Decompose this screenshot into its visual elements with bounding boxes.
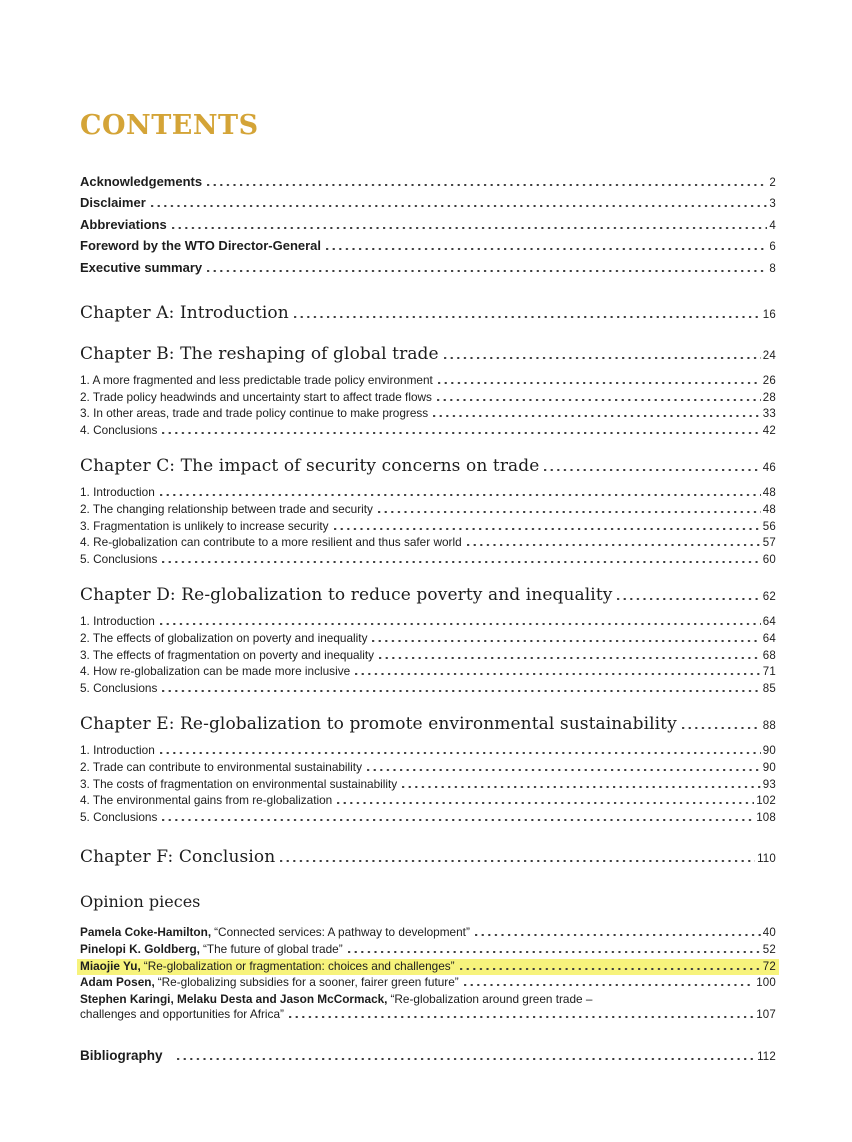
toc-entry-label: 2. Trade policy headwinds and uncertainty start to affect trade flows xyxy=(80,389,432,404)
toc-entry[interactable] xyxy=(80,172,776,193)
chapter-block xyxy=(80,455,776,568)
toc-entry-page: 57 xyxy=(762,537,776,550)
opinion-author: Miaojie Yu, xyxy=(80,958,141,973)
dot-leader xyxy=(467,544,761,546)
toc-entry-label: 3. In other areas, trade and trade policy continue to make progress xyxy=(80,406,429,421)
toc-entry[interactable] xyxy=(80,681,776,698)
toc-entry-page: 56 xyxy=(762,520,776,533)
chapter-heading[interactable] xyxy=(80,302,776,327)
dot-leader xyxy=(433,415,761,417)
opinion-entry[interactable] xyxy=(80,1007,776,1024)
opinion-page: 40 xyxy=(762,927,776,940)
toc-entry[interactable] xyxy=(80,793,776,810)
toc-entry-label: 3. Fragmentation is unlikely to increase security xyxy=(80,518,329,533)
toc-entry[interactable] xyxy=(80,614,776,631)
chapter-heading[interactable] xyxy=(80,846,776,871)
opinion-author: Stephen Karingi, Melaku Desta and Jason McCormack, xyxy=(80,991,388,1006)
chapter-title: Chapter E: Re-globalization to promote environmental sustainability xyxy=(80,714,677,735)
toc-entry-label: 3. The costs of fragmentation on environmental sustainability xyxy=(80,776,398,791)
toc-entry-label: 4. Conclusions xyxy=(80,422,158,437)
toc-entry-label: 2. The effects of globalization on poverty and inequality xyxy=(80,630,368,645)
opinion-title: “The future of global trade” xyxy=(202,941,343,956)
toc-entry-page: 6 xyxy=(769,241,776,254)
dot-leader xyxy=(355,673,761,675)
opinion-page: 72 xyxy=(762,960,776,973)
dot-leader xyxy=(337,802,754,804)
chapter-heading[interactable] xyxy=(80,713,776,738)
chapter-page: 110 xyxy=(757,853,776,866)
opinion-entry[interactable] xyxy=(80,925,776,942)
toc-entry-label: 5. Conclusions xyxy=(80,551,158,566)
dot-leader xyxy=(162,819,754,821)
chapter-title: Chapter D: Re-globalization to reduce poverty and inequality xyxy=(80,585,613,606)
dot-leader xyxy=(367,769,761,771)
dot-leader xyxy=(348,951,761,953)
toc-entry[interactable] xyxy=(80,810,776,827)
dot-leader xyxy=(207,270,767,272)
opinion-author: Adam Posen, xyxy=(80,975,155,990)
dot-leader xyxy=(402,786,761,788)
toc-entry-label: 4. The environmental gains from re-globalization xyxy=(80,793,333,808)
opinion-title: “Connected services: A pathway to development” xyxy=(214,925,470,940)
toc-entry-label: Acknowledgements xyxy=(80,174,203,189)
toc-entry-page: 102 xyxy=(756,795,776,808)
toc-entry-label: 2. The changing relationship between trade and security xyxy=(80,502,373,516)
dot-leader xyxy=(162,561,760,563)
chapter-block xyxy=(80,584,776,697)
toc-entry-page: 4 xyxy=(769,219,776,232)
toc-entry-page: 33 xyxy=(762,408,776,421)
toc-entry[interactable] xyxy=(80,631,776,648)
chapter-block xyxy=(80,846,776,871)
opinion-page: 107 xyxy=(756,1009,776,1022)
dot-leader xyxy=(160,623,761,625)
toc-entry-page: 112 xyxy=(757,1050,776,1063)
opinion-title: challenges and opportunities for Africa” xyxy=(80,1007,284,1022)
chapter-page: 46 xyxy=(762,462,776,475)
toc-entry-label: 1. Introduction xyxy=(80,485,155,500)
dot-leader xyxy=(438,382,761,384)
dot-leader xyxy=(475,934,761,936)
chapter-sections xyxy=(80,743,776,826)
dot-leader xyxy=(207,184,767,186)
opinion-page: 100 xyxy=(756,977,776,990)
dot-leader xyxy=(460,968,761,970)
toc-entry[interactable] xyxy=(80,648,776,665)
toc-entry-page: 90 xyxy=(762,745,776,758)
toc-entry-page: 90 xyxy=(762,761,776,774)
toc-entry-page: 108 xyxy=(756,811,776,824)
chapter-page: 62 xyxy=(762,591,776,604)
opinion-pieces-list xyxy=(80,925,776,1024)
toc-entry[interactable] xyxy=(80,193,776,214)
toc-entry[interactable] xyxy=(80,485,776,502)
toc-entry[interactable] xyxy=(80,423,776,440)
dot-leader xyxy=(334,528,761,530)
chapter-sections xyxy=(80,373,776,439)
chapter-block xyxy=(80,302,776,327)
opinion-title: “Re-globalization or fragmentation: choices and challenges” xyxy=(143,958,455,973)
toc-entry-page: 71 xyxy=(762,666,776,679)
chapter-title: Chapter F: Conclusion xyxy=(80,847,276,868)
toc-entry[interactable] xyxy=(80,236,776,257)
opinion-author: Pamela Coke-Hamilton, xyxy=(80,925,212,940)
toc-entry-label: Foreword by the WTO Director-General xyxy=(80,238,322,254)
chapter-title: Chapter B: The reshaping of global trade xyxy=(80,344,439,365)
toc-entry-page: 64 xyxy=(762,632,776,645)
toc-entry-bibliography[interactable] xyxy=(80,1046,776,1067)
toc-entry[interactable] xyxy=(80,552,776,569)
opinion-pieces-heading: Opinion pieces xyxy=(80,892,201,912)
dot-leader xyxy=(160,494,761,496)
dot-leader xyxy=(289,1016,754,1018)
toc-entry[interactable] xyxy=(80,664,776,681)
opinion-entry-highlighted[interactable] xyxy=(77,959,779,976)
opinion-title: “Re-globalization around green trade – xyxy=(390,991,593,1006)
dot-leader xyxy=(151,205,768,207)
opinion-title: “Re-globalizing subsidies for a sooner, fairer green future” xyxy=(157,975,459,990)
page-title: CONTENTS xyxy=(80,110,259,141)
chapter-page: 16 xyxy=(762,309,776,322)
dot-leader xyxy=(682,727,761,729)
dot-leader xyxy=(162,432,760,434)
toc-entry[interactable] xyxy=(80,502,776,519)
dot-leader xyxy=(378,511,761,513)
toc-entry[interactable] xyxy=(80,373,776,390)
toc-entry-label: Disclaimer xyxy=(80,195,146,211)
opinion-entry[interactable] xyxy=(80,942,776,959)
opinion-entry[interactable] xyxy=(80,992,776,1008)
toc-entry-label: 4. Re-globalization can contribute to a more resilient and thus safer world xyxy=(80,535,462,550)
dot-leader xyxy=(372,640,760,642)
toc-entry-label: 1. Introduction xyxy=(80,614,155,629)
toc-entry-page: 26 xyxy=(762,375,776,388)
toc-entry-page: 60 xyxy=(762,553,776,566)
chapter-title: Chapter A: Introduction xyxy=(80,303,289,324)
chapter-sections xyxy=(80,485,776,568)
chapter-page: 88 xyxy=(762,720,776,733)
dot-leader xyxy=(464,984,754,986)
toc-entry[interactable] xyxy=(80,406,776,423)
toc-entry[interactable] xyxy=(80,215,776,236)
toc-entry-page: 3 xyxy=(769,198,776,211)
toc-entry-label: 3. The effects of fragmentation on poverty and inequality xyxy=(80,647,375,662)
chapter-list xyxy=(80,302,776,871)
toc-entry-page: 42 xyxy=(762,424,776,437)
toc-entry-label: Abbreviations xyxy=(80,216,167,232)
dot-leader xyxy=(162,690,760,692)
toc-entry-label: 4. How re-globalization can be made more inclusive xyxy=(80,664,351,679)
dot-leader xyxy=(280,860,755,862)
toc-entry[interactable] xyxy=(80,535,776,552)
toc-entry[interactable] xyxy=(80,258,776,279)
chapter-sections xyxy=(80,614,776,697)
toc-entry-page: 48 xyxy=(762,504,776,516)
toc-entry-page: 28 xyxy=(762,391,776,404)
opinion-author: Pinelopi K. Goldberg, xyxy=(80,941,200,956)
chapter-heading[interactable] xyxy=(80,584,776,609)
toc-entry-label: 5. Conclusions xyxy=(80,809,158,824)
toc-entry-label: 1. A more fragmented and less predictable trade policy environment xyxy=(80,373,433,388)
dot-leader xyxy=(294,316,761,318)
toc-entry-page: 93 xyxy=(762,778,776,791)
dot-leader xyxy=(437,399,761,401)
toc-entry-page: 48 xyxy=(762,487,776,500)
toc-entry-label: 2. Trade can contribute to environmental sustainability xyxy=(80,759,362,774)
toc-entry-page: 85 xyxy=(762,682,776,695)
opinion-page: 52 xyxy=(762,943,776,956)
toc-entry-page: 2 xyxy=(769,177,776,189)
dot-leader xyxy=(177,1058,756,1060)
toc-entry-label: 1. Introduction xyxy=(80,743,155,758)
toc-entry[interactable] xyxy=(80,519,776,536)
toc-entry-label: Executive summary xyxy=(80,259,203,275)
chapter-heading[interactable] xyxy=(80,455,776,480)
chapter-title: Chapter C: The impact of security concerns on trade xyxy=(80,456,540,477)
chapter-page: 24 xyxy=(762,350,776,363)
dot-leader xyxy=(379,657,761,659)
chapter-block xyxy=(80,713,776,826)
toc-entry-page: 68 xyxy=(762,649,776,662)
dot-leader xyxy=(326,248,767,250)
opinion-entry[interactable] xyxy=(80,975,776,992)
chapter-block xyxy=(80,343,776,439)
dot-leader xyxy=(617,598,760,600)
toc-entry-page: 64 xyxy=(762,616,776,629)
dot-leader xyxy=(444,357,761,359)
toc-entry[interactable] xyxy=(80,743,776,760)
toc-entry[interactable] xyxy=(80,760,776,777)
toc-entry[interactable] xyxy=(80,390,776,407)
chapter-heading[interactable] xyxy=(80,343,776,368)
dot-leader xyxy=(544,469,760,471)
toc-entry[interactable] xyxy=(80,777,776,794)
toc-entry-label: Bibliography xyxy=(80,1047,163,1063)
dot-leader xyxy=(172,227,768,229)
toc-entry-page: 8 xyxy=(769,262,776,275)
front-matter-list xyxy=(80,172,776,279)
toc-entry-label: 5. Conclusions xyxy=(80,680,158,695)
dot-leader xyxy=(160,752,761,754)
